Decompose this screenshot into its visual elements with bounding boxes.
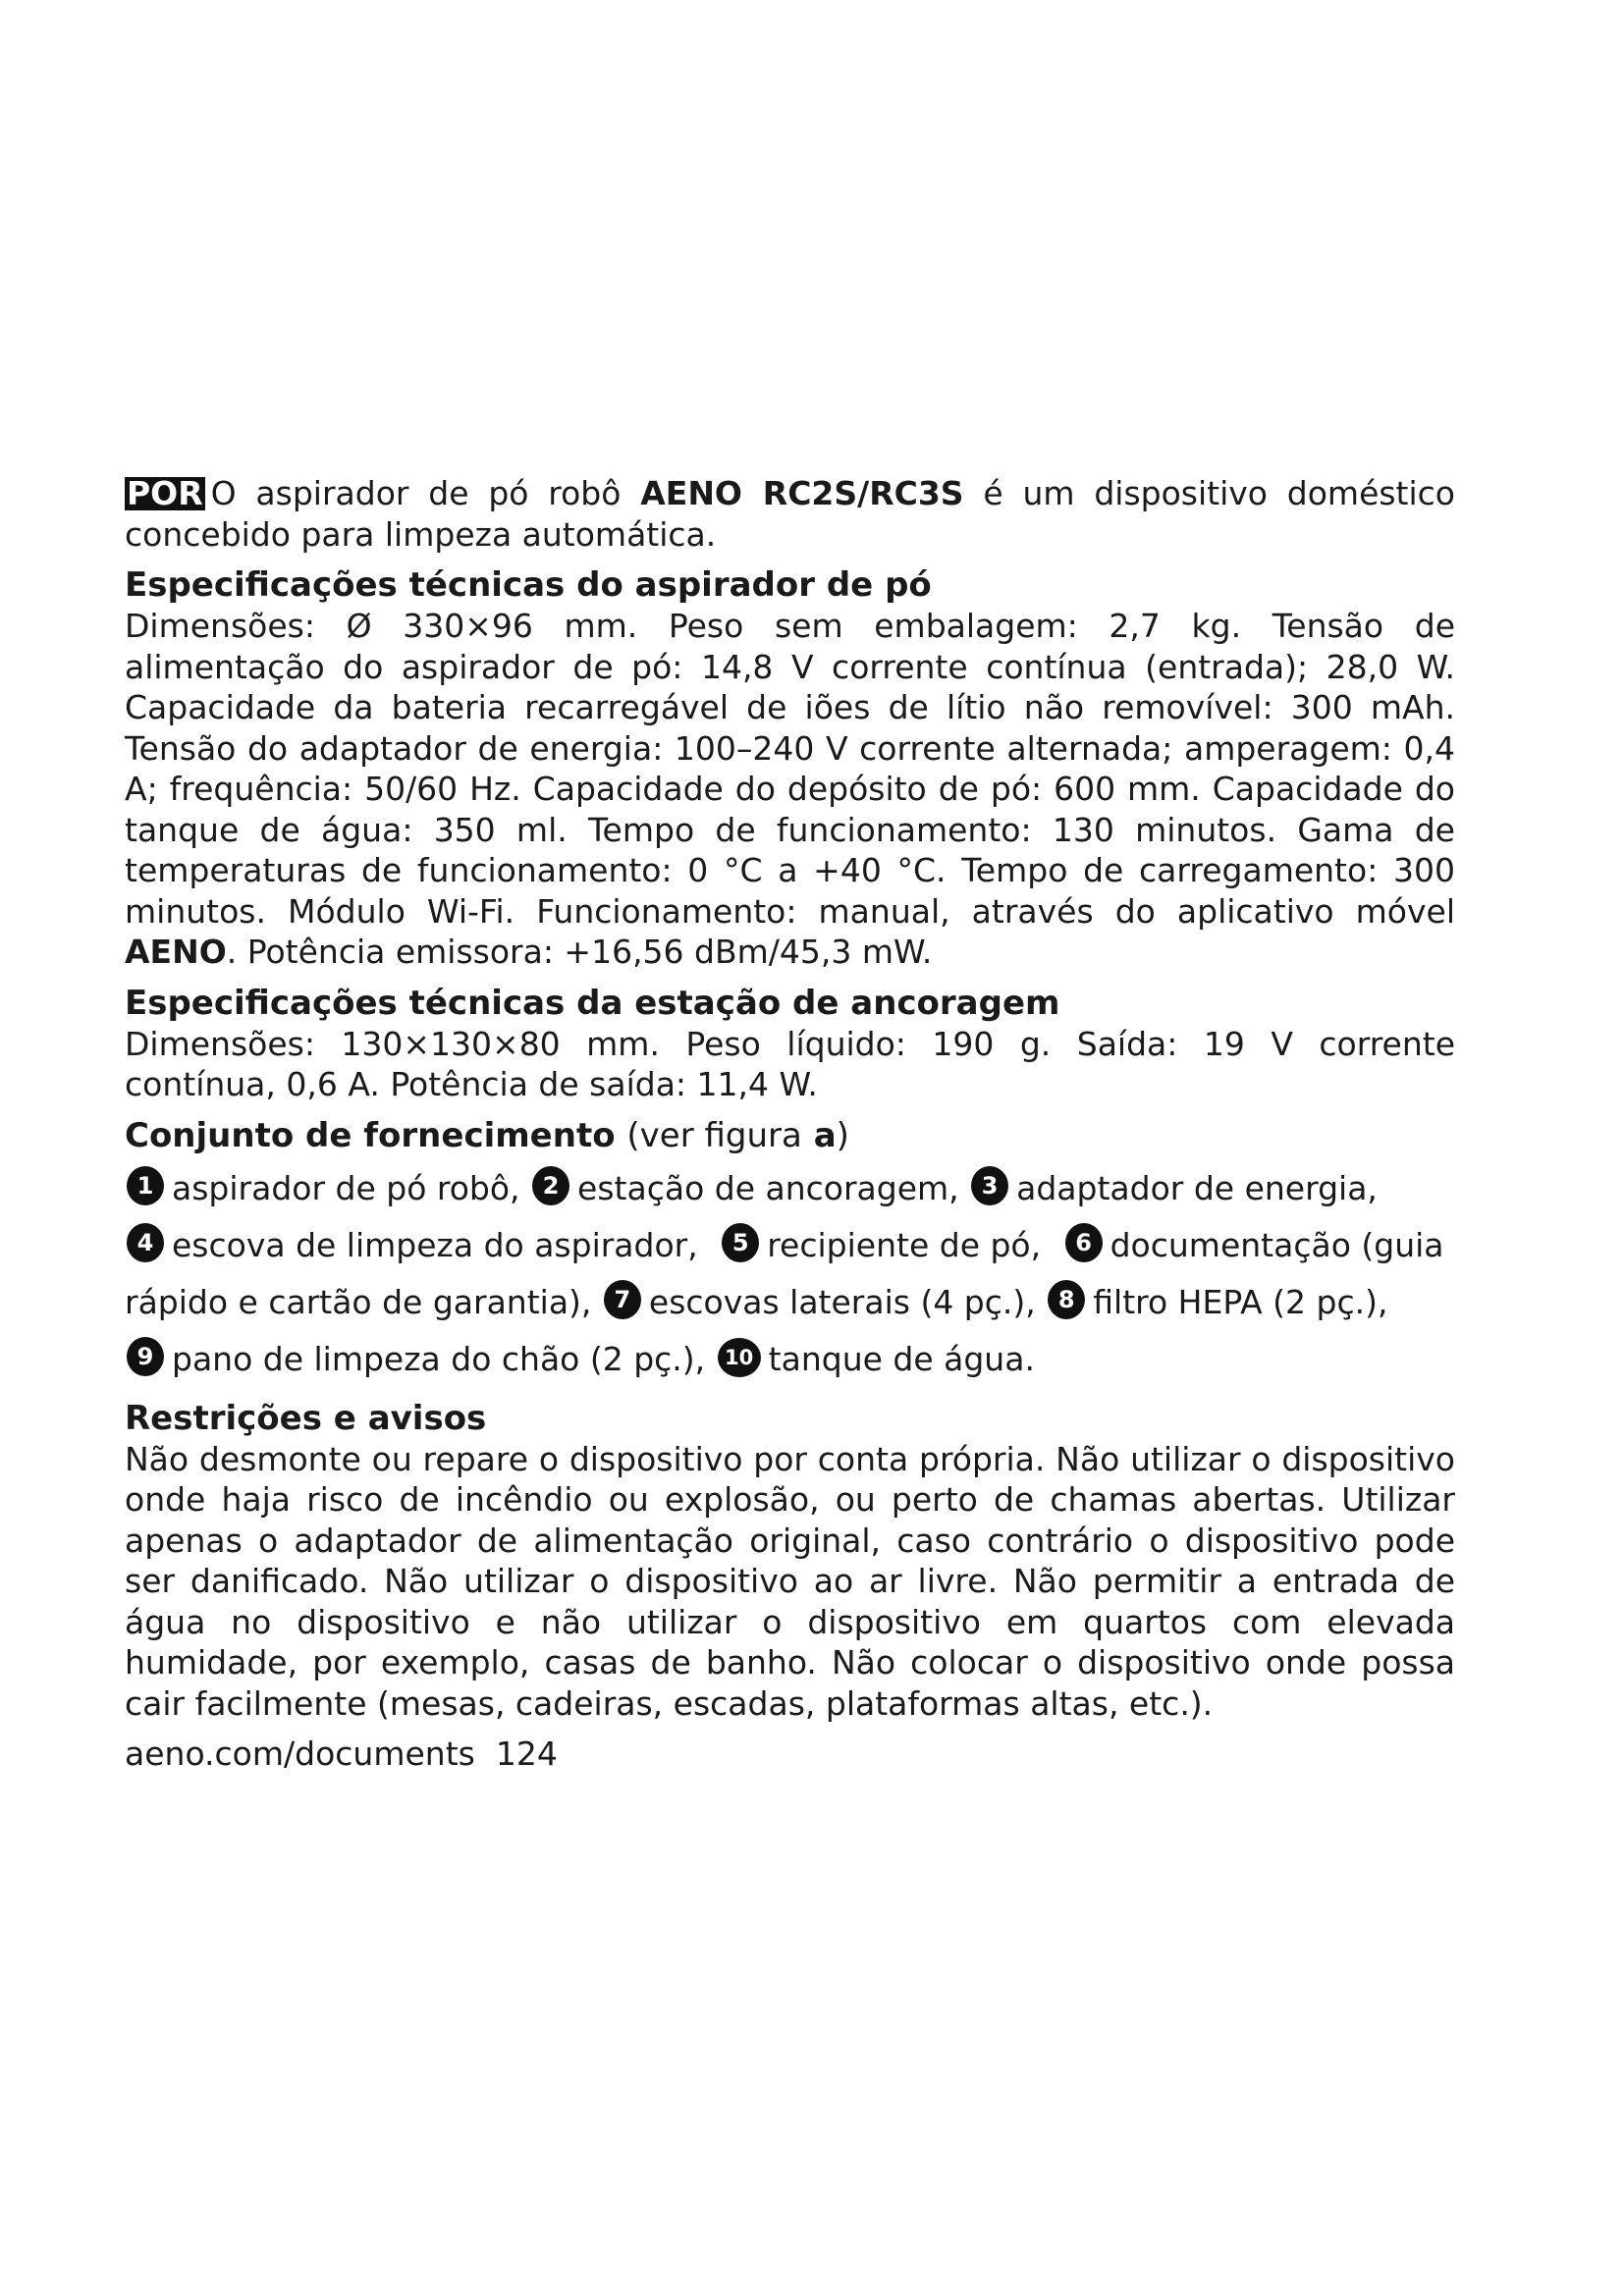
see-figure-pre: (ver figura <box>626 1115 802 1155</box>
number-badge-icon: 9 <box>127 1337 164 1376</box>
kit-item <box>125 1226 698 1264</box>
kit-list <box>125 1160 1455 1388</box>
intro-paragraph <box>125 473 1455 555</box>
number-badge-icon: 8 <box>1048 1280 1085 1319</box>
dock-specs-text: Dimensões: 130×130×80 mm. Peso líquido: 190 g. Saída: 19 V corrente contínua, 0,6 A. Potência de saída: 11,4 W. <box>125 1024 1455 1103</box>
see-figure-post: ) <box>836 1115 849 1155</box>
number-badge-icon: 2 <box>532 1166 569 1205</box>
kit-heading-line <box>125 1115 1455 1156</box>
kit-item-label: filtro HEPA (2 pç.), <box>1093 1282 1388 1321</box>
language-tag: POR <box>127 474 203 512</box>
warnings-heading: Restrições e avisos <box>125 1398 487 1438</box>
kit-item <box>125 1169 520 1207</box>
kit-item-label: estação de ancoragem, <box>577 1168 959 1207</box>
number-badge-icon: 7 <box>604 1280 641 1319</box>
number-badge-icon: 3 <box>971 1166 1008 1205</box>
kit-item <box>720 1226 1041 1264</box>
kit-item-label: documentação (guia rápido e cartão de garantia), <box>125 1225 1444 1321</box>
number-badge-icon: 5 <box>722 1223 759 1262</box>
figure-letter: a <box>813 1115 837 1155</box>
number-badge-icon: 1 <box>127 1166 164 1205</box>
product-model: AENO RC2S/RC3S <box>640 474 964 512</box>
warnings-text: Não desmonte ou repare o dispositivo por conta própria. Não utilizar o dispositivo onde haja risco de incêndio ou explosão, ou perto de chamas abertas. Utilizar apenas o adaptador de alimentação original, caso contrário o dispositivo pode ser danificado. Não utilizar o dispositivo ao ar livre. Não permitir a entrada de água no dispositivo e não utilizar o dispositivo em quartos com elevada humidade, por exemplo, casas de banho. Não colocar o dispositivo onde possa cair facilmente (mesas, cadeiras, escadas, plataformas altas, etc.). <box>125 1439 1455 1723</box>
vacuum-specs-main: Dimensões: Ø 330×96 mm. Peso sem embalagem: 2,7 kg. Tensão de alimentação do aspirador de pó: 14,8 V corrente contínua (entrada); 28,0 W. Capacidade da bateria recarregável de iões de lítio não removível: 300 mAh. Tensão do adaptador de energia: 100–240 V corrente alternada; amperagem: 0,4 A; frequência: 50/60 Hz. Capacidade do depósito de pó: 600 mm. Capacidade do tanque de água: 350 ml. Tempo de funcionamento: 130 minutos. Gama de temperaturas de funcionamento: 0 °C a +40 °C. Tempo de carregamento: 300 minutos. Módulo Wi-Fi. Funcionamento: manual, através do aplicativo móvel <box>125 607 1455 931</box>
kit-item <box>602 1283 1036 1321</box>
page-number: 124 <box>495 1735 558 1773</box>
kit-item <box>1046 1283 1387 1321</box>
kit-item <box>125 1340 705 1378</box>
kit-item <box>969 1169 1378 1207</box>
vacuum-specs-text <box>125 606 1455 973</box>
dock-specs-heading: Especificações técnicas da estação de ancoragem <box>125 983 1060 1023</box>
number-badge-icon: 10 <box>718 1338 761 1377</box>
intro-text-before: O aspirador de pó robô <box>210 474 622 512</box>
app-brand: AENO <box>125 933 227 971</box>
kit-item-label: tanque de água. <box>768 1339 1035 1378</box>
number-badge-icon: 4 <box>127 1223 164 1262</box>
kit-item-label: adaptador de energia, <box>1016 1168 1378 1207</box>
intro-text-after: é um dispositivo doméstico concebido para limpeza automática. <box>125 474 1455 554</box>
kit-item <box>530 1169 959 1207</box>
vacuum-specs-end: . Potência emissora: +16,56 dBm/45,3 mW. <box>226 933 933 971</box>
kit-item-label: recipiente de pó, <box>767 1225 1042 1264</box>
kit-heading: Conjunto de fornecimento <box>125 1115 616 1155</box>
kit-item-label: aspirador de pó robô, <box>172 1168 520 1207</box>
documents-link[interactable]: aeno.com/documents <box>125 1735 475 1773</box>
kit-item-label: escova de limpeza do aspirador, <box>172 1225 698 1264</box>
number-badge-icon: 6 <box>1065 1223 1103 1262</box>
kit-item-label: pano de limpeza do chão (2 pç.), <box>172 1339 706 1378</box>
kit-item <box>716 1340 1035 1378</box>
content-block <box>125 473 1455 1775</box>
page-footer <box>125 1734 1455 1775</box>
vacuum-specs-heading: Especificações técnicas do aspirador de pó <box>125 565 932 605</box>
kit-item-label: escovas laterais (4 pç.), <box>648 1282 1036 1321</box>
